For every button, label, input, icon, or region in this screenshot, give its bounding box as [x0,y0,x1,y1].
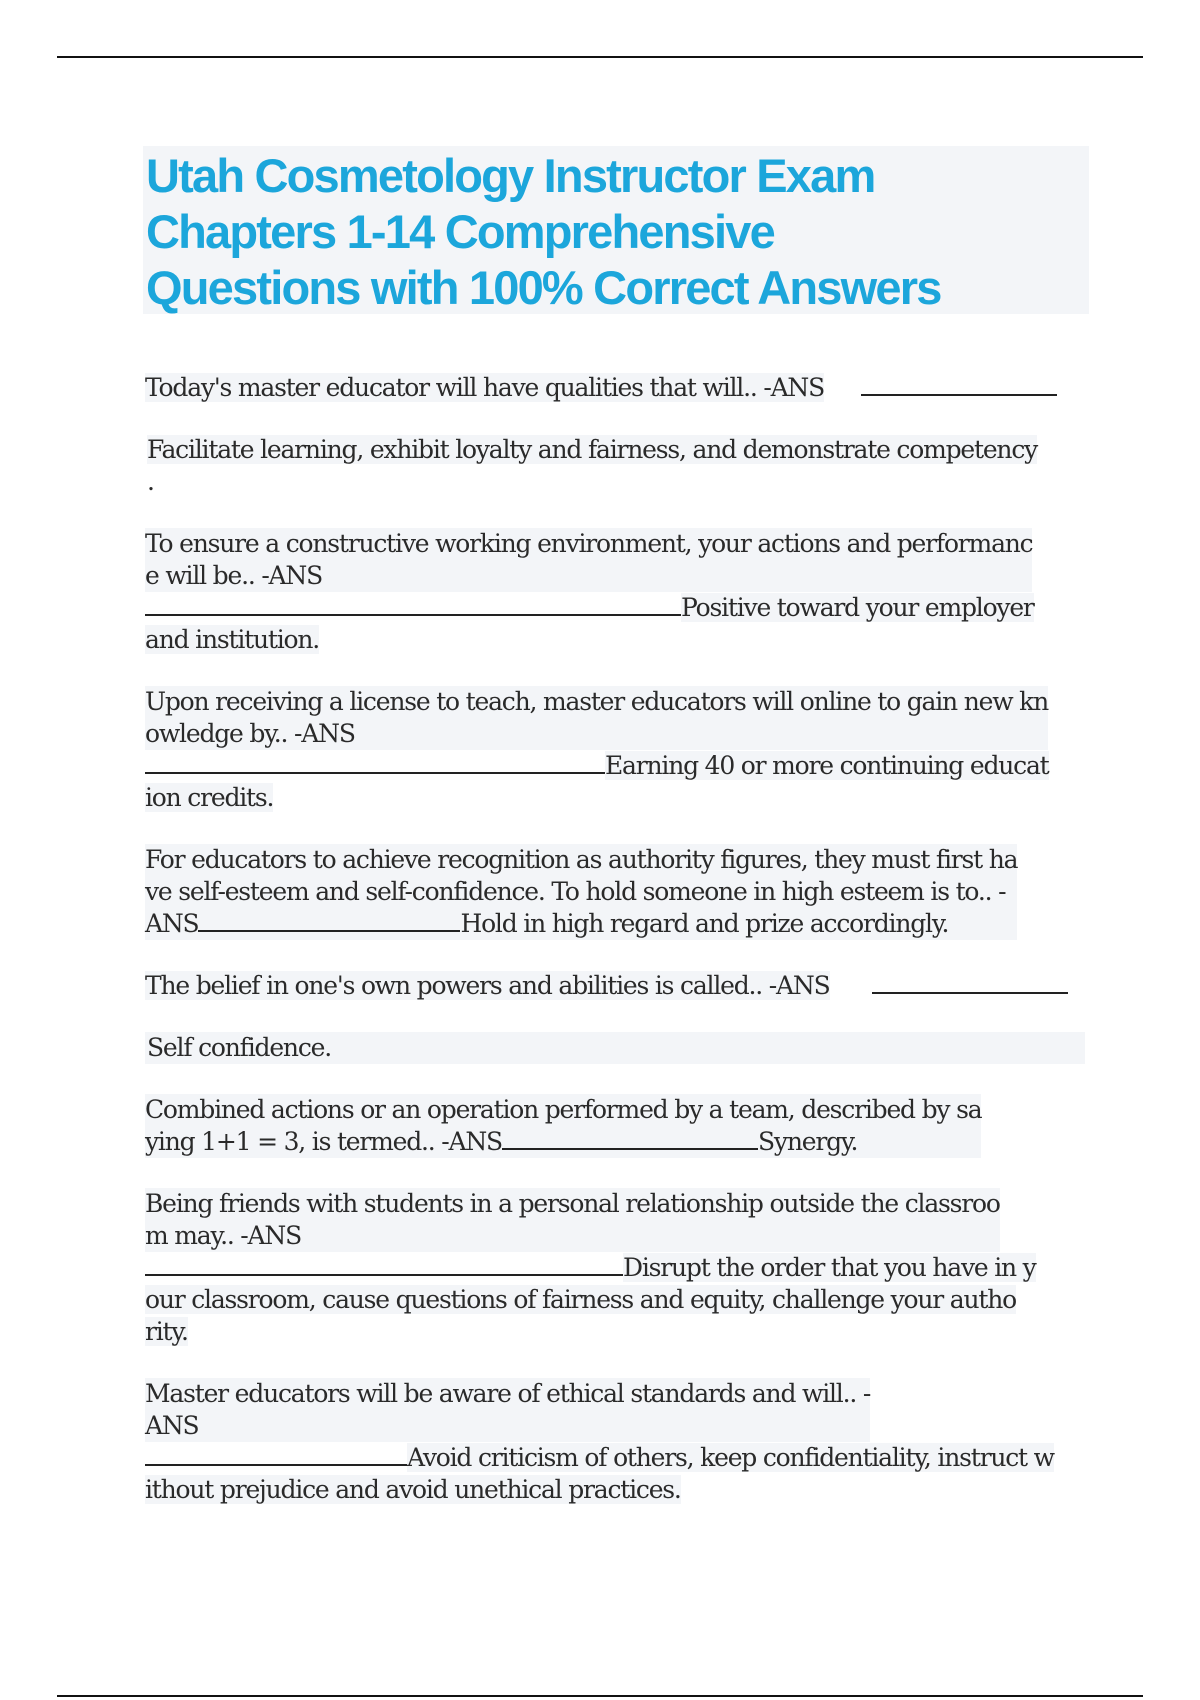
question-text: Today's master educator will have qualities that will.. -ANS [145,373,825,402]
title-line: Chapters 1-14 Comprehensive [146,205,774,258]
answer-text: Synergy. [757,1127,858,1156]
answer-blank [198,908,460,932]
answer-text: ion credits. [145,783,274,812]
top-rule [57,56,1143,58]
question-text: ANS [145,909,199,938]
question-text: For educators to achieve recognition as authority figures, they must first ha [145,845,1018,874]
answer-blank [502,1126,758,1150]
qa-item [145,970,1085,1064]
answer-blank [145,592,681,616]
answer-blank [145,1252,623,1276]
qa-list [145,372,1085,1536]
answer-text: Earning 40 or more continuing educat [605,751,1049,780]
answer-text: ithout prejudice and avoid unethical practices. [145,1475,681,1504]
answer-text: Self confidence. [147,1033,331,1062]
qa-item [145,1094,1085,1158]
answer-text: Positive toward your employer [681,593,1034,622]
qa-item [145,1188,1085,1348]
question-text: ve self-esteem and self-confidence. To hold someone in high esteem is to.. - [145,877,1006,906]
question-text: To ensure a constructive working environment, your actions and performanc [145,529,1033,558]
qa-item [145,1378,1085,1506]
question-text: Combined actions or an operation performed by a team, described by sa [145,1095,982,1124]
answer-text: Avoid criticism of others, keep confidentiality, instruct w [407,1443,1054,1472]
question-text: Being friends with students in a personal relationship outside the classroo [145,1189,1000,1218]
answer-tail: . [147,467,154,496]
question-text: owledge by.. -ANS [145,719,355,748]
question-text: ying 1+1 = 3, is termed.. -ANS [145,1127,502,1156]
answer-blank [872,970,1068,994]
question-text: e will be.. -ANS [145,561,323,590]
question-text: The belief in one's own powers and abilities is called.. -ANS [145,971,830,1000]
answer-blank [145,750,605,774]
question-text: Upon receiving a license to teach, master educators will online to gain new kn [145,687,1048,716]
qa-item [145,844,1085,940]
answer-text: our classroom, cause questions of fairness and equity, challenge your autho [145,1285,1017,1314]
answer-blank [861,372,1057,396]
qa-item [145,686,1085,814]
title-line: Questions with 100% Correct Answers [146,261,941,314]
question-text: Master educators will be aware of ethical standards and will.. - [145,1379,871,1408]
question-text: ANS [145,1411,199,1440]
title-line: Utah Cosmetology Instructor Exam [146,149,875,202]
answer-text: Facilitate learning, exhibit loyalty and fairness, and demonstrate competency [147,435,1038,464]
qa-item [145,372,1085,498]
answer-text: Hold in high regard and prize accordingly. [460,909,949,938]
bottom-rule [57,1695,1143,1697]
document-title [146,148,1086,316]
qa-item [145,528,1085,656]
answer-text: and institution. [145,625,320,654]
question-text: m may.. -ANS [145,1221,302,1250]
answer-text: Disrupt the order that you have in y [623,1253,1036,1282]
answer-text: rity. [145,1317,188,1346]
answer-blank [145,1442,407,1466]
